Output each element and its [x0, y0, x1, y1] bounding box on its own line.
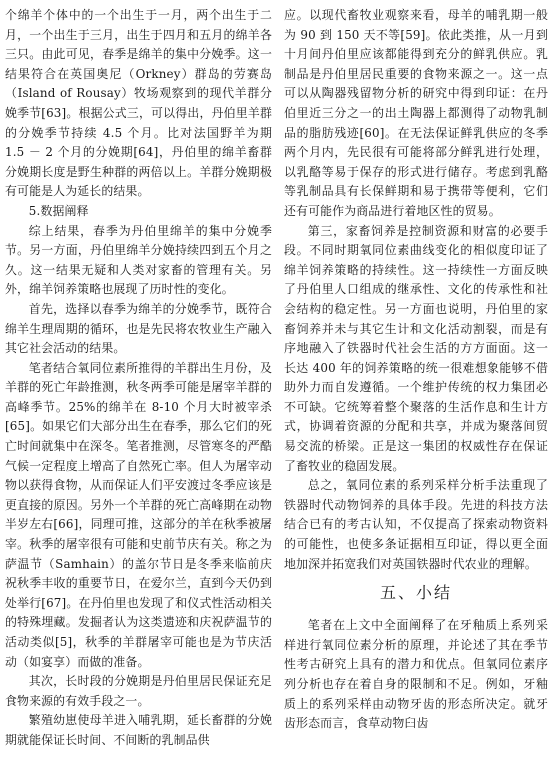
paragraph: 繁殖幼崽使母羊进入哺乳期，延长畜群的分娩期就能保证长时间、不间断的乳制品供: [5, 713, 272, 747]
paragraph: 个绵羊个体中的一个出生于一月，两个出生于二月，一个出生于三月，出生于四月和五月的绵羊各三只。由此可见，春季是绵羊的集中分娩季。这一结果符合在英国奥尼（Orkney）群岛的劳赛岛（Island of Rousay）牧场观察到的现代羊群分娩季节[63]。根据公式三，可以得出，丹伯里羊群的分娩季节持续 4.5 个月。比对法国野羊为期 1.5 － 2 个月的分娩期[64]，丹伯里的绵羊畜群分娩期长度是野生种群的两倍以上。羊群分娩期极有可能是人为延长的结果。: [5, 8, 272, 199]
section-heading: 五、小结: [379, 583, 452, 603]
paragraph: 笔者结合氧同位素所推得的羊群出生月份，及羊群的死亡年龄推测，秋冬两季可能是屠宰羊群的高峰季节。25%的绵羊在 8-10 个月大时被宰杀[65]。如果它们大部分出生在春季，那么它们的死亡时间就集中在深冬。笔者推测，尽管寒冬的严酷气候一定程度上增高了自然死亡率。但人为屠宰动物以获得食物，从而保证人们平安渡过冬季应该是更直接的原因。另外一个羊群的死亡高峰期在动物半岁左右[66]，同理可推，这部分的羊在秋季被屠宰。秋季的屠宰很有可能和史前节庆有关。称之为萨温节（Samhain）的盖尔节日是冬季来临前庆祝秋季丰收的重要节日，在爱尔兰，直到今天仍到处举行[67]。在丹伯里也发现了和仪式性活动相关的特殊埋藏。发掘者认为这类遗迹和庆祝萨温节的活动类似[5]，秋季的羊群屠宰可能也是为节庆活动（如宴享）而做的准备。: [5, 360, 272, 669]
paragraph: 综上结果，春季为丹伯里绵羊的集中分娩季节。另一方面，丹伯里绵羊分娩持续四到五个月之久。这一结果无疑和人类对家畜的管理有关。另外，绵羊饲养策略也展现了历时性的变化。: [5, 223, 272, 297]
paragraph: 总之，氧同位素的系列采样分析手法重现了铁器时代动物饲养的具体手段。先进的科技方法结合已有的考古认知，不仅提高了探索动物资料的可能性，也使多条证据相互印证，得以更全面地加深并拓宽我们对英国铁器时代农业的理解。: [284, 478, 548, 571]
paragraph: 第三，家畜饲养是控制资源和财富的必要手段。不同时期氧同位素曲线变化的相似度印证了绵羊饲养策略的持续性。这一持续性一方面反映了丹伯里人口组成的继承性、文化的传承性和社会结构的稳定性。另一方面也说明，丹伯里的家畜饲养并未与其它生计和文化活动割裂，而是有序地融入了铁器时代社会生活的方方面面。这一长达 400 年的饲养策略的统一很难想象能够不借助外力而自发遵循。一个维护传统的权力集团必不可缺。它统筹着整个聚落的生活作息和生计方式，协调着资源的分配和共享，并成为聚落间贸易交流的桥梁。正是这一集团的权威性存在保证了畜牧业的稳固发展。: [284, 223, 548, 473]
paragraph: 笔者在上文中全面阐释了在牙釉质上系列采样进行氧同位素分析的原理，并论述了其在季节性考古研究上具有的潜力和优点。但氧同位素序列分析也存在着自身的限制和不足。例如，牙釉质上的系列采样由动物牙齿的形态所决定。就牙齿形态而言，食草动物臼齿: [284, 618, 548, 731]
left-column: [5, 6, 272, 781]
subsection-heading: 5.数据阐释: [28, 203, 89, 218]
right-column: [284, 6, 548, 781]
paragraph: 首先，选择以春季为绵羊的分娩季节，既符合绵羊生理周期的循环，也是先民将农牧业生产融入其它社会活动的结果。: [5, 301, 272, 356]
paragraph: 其次，长时段的分娩期是丹伯里居民保证充足食物来源的有效手段之一。: [5, 674, 272, 708]
paragraph: 应。以现代畜牧业观察来看，母羊的哺乳期一般为 90 到 150 天不等[59]。依此类推，从一月到十月间丹伯里应该都能得到充分的鲜乳供应。乳制品是丹伯里居民重要的食物来源之一。这一点可以从陶器残留物分析的研究中得到印证：在丹伯里近三分之一的出土陶器上都测得了动物乳制品的脂肪残迹[60]。在无法保证鲜乳供应的冬季两个月内，先民很有可能将部分鲜乳进行处理，以乳酪等易于保存的形式进行储存。考虑到乳酪等乳制品具有长保鲜期和易于携带等便利，它们还有可能作为商品进行着地区性的贸易。: [284, 8, 548, 218]
